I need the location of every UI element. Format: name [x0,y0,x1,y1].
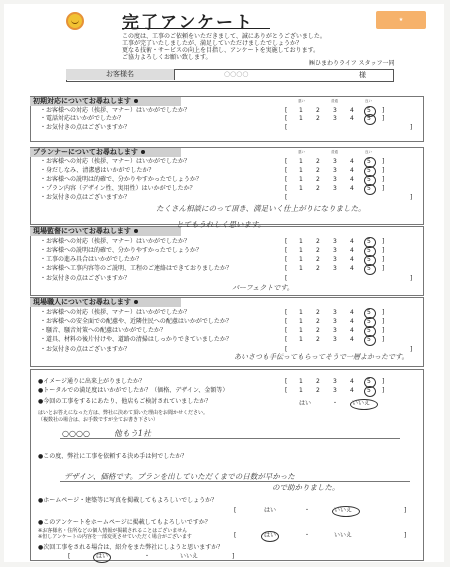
rating-option[interactable]: 4 [350,265,354,272]
separator: ・ [304,507,311,514]
rating-option[interactable]: 4 [350,378,354,385]
rating-option[interactable]: 1 [299,185,303,192]
rating-option[interactable]: 1 [299,107,303,114]
rating-option[interactable]: 4 [350,167,354,174]
rating-option[interactable]: 4 [350,158,354,165]
rating-option[interactable]: 4 [350,247,354,254]
bracket: ] [382,185,385,192]
rating-option[interactable]: 1 [299,176,303,183]
rating-option[interactable]: 3 [333,318,337,325]
question: ・お気付きの点はございますか？ [40,124,131,131]
scale-label-average: 普通 [331,150,338,154]
bracket: ] [382,247,385,254]
bracket: [ [285,327,288,334]
rating-option[interactable]: 4 [350,387,354,394]
rating-option[interactable]: 5 [367,238,371,245]
section-title: 現場職人についてお尋ねします [30,298,181,307]
privacy-note: ※但しアンケートの内容を一部変更させていただく場合がございます [38,534,192,540]
bracket: [ [234,507,237,514]
question: ・お客様への対応（挨拶、マナー）はいかがでしたか？ [40,238,191,245]
rating-option[interactable]: 5 [367,387,371,394]
scale-label-good: 良い [365,150,372,154]
yes-option[interactable]: はい [299,400,312,407]
bracket: ] [382,309,385,316]
bracket: ] [382,336,385,343]
question: ・お客様への対応（挨拶、マナー）はいかがでしたか？ [40,309,191,316]
bracket: ] [410,275,413,282]
rating-option[interactable]: 3 [333,238,337,245]
bracket: ] [404,507,407,514]
rating-option[interactable]: 4 [350,115,354,122]
handwritten-answer: デザイン、価格です。プランを出していただくまでの日数が早かった [64,472,295,481]
rating-option[interactable]: 4 [350,176,354,183]
rating-option[interactable]: 4 [350,238,354,245]
separator: ・ [304,532,311,539]
rating-option[interactable]: 2 [316,265,320,272]
bracket: [ [285,309,288,316]
rating-option[interactable]: 2 [316,107,320,114]
customer-name-value: ○○○○ [224,70,249,78]
bracket: [ [285,167,288,174]
question: ・お気付きの点はございますか？ [40,346,131,353]
rating-option[interactable]: 5 [367,167,371,174]
bracket: [ [285,318,288,325]
selected-answer-circle [93,552,111,563]
question: ・お客様への対応（挨拶、マナー）はいかがでしたか？ [40,107,191,114]
answer-line [60,438,400,439]
bracket: ] [382,158,385,165]
rating-option[interactable]: 5 [367,185,371,192]
rating-option[interactable]: 1 [299,309,303,316]
bracket: [ [285,124,288,131]
selected-rating-circle [364,264,376,275]
bracket: ] [382,167,385,174]
rating-option[interactable]: 5 [367,318,371,325]
rating-option[interactable]: 1 [299,167,303,174]
bracket: ] [410,194,413,201]
sunflower-logo-icon [66,12,84,30]
selected-rating-circle [364,335,376,346]
rating-option[interactable]: 2 [316,378,320,385]
question: ・道具、材料の後片付けや、道路の清掃はしっかりできていましたか？ [40,336,232,343]
rating-option[interactable]: 2 [316,309,320,316]
question: ・工事の進み具合はいかがでしたか？ [40,256,143,263]
question: ●トータルでの満足度はいかがでしたか？（価格、デザイン、金額等） [38,387,229,394]
bracket: ] [404,532,407,539]
rating-option[interactable]: 3 [333,158,337,165]
question: ・お客様への対応（挨拶、マナー）はいかがでしたか？ [40,158,191,165]
company-signature: ㈱ひまわりライフ スタッフ一同 [309,60,395,67]
rating-option[interactable]: 4 [350,185,354,192]
selected-answer-circle [350,399,378,410]
question: ・騒音、騒音対策への配慮はいかがでしたか？ [40,327,167,334]
customer-name-label: お客様名 [66,69,175,80]
no-option[interactable]: いいえ [334,532,353,539]
question: ●イメージ通りに出来上がりましたか？ [38,378,146,385]
rating-option[interactable]: 3 [333,309,337,316]
handwritten-comment: たくさん相談にのって頂き、満足いく仕上がりになりました。 [156,204,366,213]
rating-option[interactable]: 4 [350,256,354,263]
intro-line-1: この度は、工事のご依頼をいただきまして、誠にありがとうございました。 [122,33,326,40]
rating-option[interactable]: 2 [316,185,320,192]
bracket: [ [285,194,288,201]
intro-line-2: 工事が完了いたしましたが、満足していただけましたでしょうか？ [122,40,303,47]
rating-option[interactable]: 5 [367,309,371,316]
bracket: [ [285,238,288,245]
bracket: ] [382,238,385,245]
rating-option[interactable]: 3 [333,107,337,114]
rating-option[interactable]: 3 [333,185,337,192]
rating-option[interactable]: 3 [333,336,337,343]
bracket: ] [382,378,385,385]
question: ・お客様への説明は的確で、分かりやすかったでしょうか？ [40,176,202,183]
rating-option[interactable]: 2 [316,238,320,245]
bracket: ] [382,387,385,394]
rating-option[interactable]: 5 [367,115,371,122]
question: ・お客様への安全面での配慮や、近隣住民への配慮はいかがでしたか？ [40,318,232,325]
rating-option[interactable]: 3 [333,115,337,122]
rating-option[interactable]: 3 [333,256,337,263]
question: ・お気付きの点はございますか？ [40,194,131,201]
question: ●ホームページ・建築等に写真を掲載してもよろしいでしょうか？ [38,497,218,504]
question: ・電話対応はいかがでしたか？ [40,115,125,122]
bracket: [ [285,115,288,122]
yes-option[interactable]: はい [264,532,277,539]
rating-option[interactable]: 3 [333,167,337,174]
scale-label-bad: 悪い [298,99,305,103]
rating-option[interactable]: 1 [299,158,303,165]
question: ・身だしなみ、清潔感はいかがでしたか？ [40,167,155,174]
bracket: ] [410,346,413,353]
bracket: [ [68,553,71,560]
rating-option[interactable]: 1 [299,238,303,245]
no-option[interactable]: いいえ [334,507,353,514]
rating-option[interactable]: 5 [367,256,371,263]
rating-option[interactable]: 3 [333,247,337,254]
rating-option[interactable]: 1 [299,247,303,254]
sub-question: はいとお答えになった方は、弊社に決めて頂いた理由をお聞かせください。 [38,410,209,416]
question: ・プラン内容（デザイン性、実用性）はいかがでしたか？ [40,185,196,192]
rating-option[interactable]: 2 [316,167,320,174]
page-title: 完了アンケート [122,13,254,33]
rating-option[interactable]: 5 [367,247,371,254]
rating-option[interactable]: 1 [299,115,303,122]
bracket: ] [382,265,385,272]
sub-question-note: （複数社の場合は、お手数ですが全てお書き下さい） [38,417,159,423]
bracket: ] [382,318,385,325]
rating-option[interactable]: 1 [299,387,303,394]
rating-option[interactable]: 5 [367,107,371,114]
rating-option[interactable]: 1 [299,327,303,334]
section-title: 現場監督についてお尋ねします [30,227,181,236]
bracket: [ [285,185,288,192]
handwritten-answer: ○○○○ 他もう1社 [62,429,152,438]
bracket: [ [285,265,288,272]
rating-option[interactable]: 2 [316,158,320,165]
bracket: ] [382,115,385,122]
bracket: [ [285,387,288,394]
bracket: [ [285,256,288,263]
rating-option[interactable]: 4 [350,327,354,334]
separator: ・ [144,553,151,560]
selected-rating-circle [364,184,376,195]
rating-option[interactable]: 3 [333,176,337,183]
rating-option[interactable]: 1 [299,265,303,272]
rating-option[interactable]: 5 [367,378,371,385]
rating-option[interactable]: 5 [367,158,371,165]
rating-option[interactable]: 4 [350,336,354,343]
rating-option[interactable]: 5 [367,327,371,334]
scale-label-average: 普通 [331,99,338,103]
rating-option[interactable]: 4 [350,318,354,325]
bracket: [ [285,107,288,114]
scale-label-bad: 悪い [298,150,305,154]
rating-option[interactable]: 1 [299,318,303,325]
rating-option[interactable]: 2 [316,318,320,325]
bracket: ] [382,176,385,183]
title-underline [122,28,270,29]
bracket: [ [285,275,288,282]
bracket: ] [382,107,385,114]
rating-option[interactable]: 3 [333,378,337,385]
survey-page [4,4,444,562]
section-title: 初期対応についてお尋ねします [30,97,181,106]
rating-option[interactable]: 2 [316,327,320,334]
selected-answer-circle [261,531,279,542]
bracket: [ [285,378,288,385]
bracket: ] [410,124,413,131]
bracket: [ [285,247,288,254]
question: ●今回の工事をするにあたり、他店もご検討されていましたか？ [38,398,212,405]
rating-option[interactable]: 1 [299,336,303,343]
rating-option[interactable]: 2 [316,387,320,394]
intro-line-4: ご協力よろしくお願い致します。 [122,54,212,61]
rating-option[interactable]: 4 [350,309,354,316]
question: ・お気付きの点はございますか？ [40,275,131,282]
rating-option[interactable]: 2 [316,176,320,183]
bracket: [ [285,336,288,343]
selected-answer-circle [332,506,360,517]
rating-option[interactable]: 3 [333,387,337,394]
bracket: ] [382,256,385,263]
handwritten-answer: ので助かりました。 [272,483,340,492]
question: ・お客様への説明は的確で、分かりやすかったでしょうか？ [40,247,202,254]
no-option[interactable]: いいえ [180,553,199,560]
question: ●このアンケートをホームページに掲載してもよろしいですか？ [38,519,211,526]
customer-suffix: 様 [359,71,366,79]
rating-option[interactable]: 2 [316,256,320,263]
rating-option[interactable]: 3 [333,265,337,272]
bracket: ] [382,327,385,334]
question: ●この度、弊社に工事を依頼する決め手は何でしたか？ [38,453,188,460]
intro-line-3: 更なる技術・サービスの向上を目指し、アンケートを実施しております。 [122,47,320,54]
handwritten-comment: パーフェクトです。 [232,284,294,292]
rating-option[interactable]: 2 [316,336,320,343]
yes-option[interactable]: はい [264,507,277,514]
rating-option[interactable]: 1 [299,256,303,263]
selected-rating-circle [364,114,376,125]
rating-option[interactable]: 5 [367,176,371,183]
handwritten-comment: とてもうれしく思います。 [176,220,266,229]
company-logo: ★ [376,11,426,29]
rating-option[interactable]: 3 [333,327,337,334]
no-option[interactable]: いいえ [352,400,371,407]
rating-option[interactable]: 4 [350,107,354,114]
bracket: [ [285,158,288,165]
bracket: ] [232,553,235,560]
scale-label-good: 良い [365,99,372,103]
question: ・お客様へ工事内容等のご説明、工程のご連絡はできておりましたか？ [40,265,233,272]
rating-option[interactable]: 5 [367,336,371,343]
rating-option[interactable]: 5 [367,265,371,272]
rating-option[interactable]: 1 [299,378,303,385]
bracket: [ [285,346,288,353]
section-title: プランナーについてお尋ねします [30,148,181,157]
answer-line [60,481,410,482]
bracket: [ [234,532,237,539]
handwritten-comment: あいさつも手伝ってもらってそうで一層よかったです。 [234,353,409,361]
separator: ・ [332,400,339,407]
bracket: [ [285,176,288,183]
selected-rating-circle [364,386,376,397]
rating-option[interactable]: 2 [316,247,320,254]
question: ●次回工事をされる場合は、紹介をまた弊社にしようと思いますか？ [38,544,224,551]
rating-option[interactable]: 2 [316,115,320,122]
privacy-note: ※お客様名・住所などの個人情報が掲載されることはございません [38,528,188,534]
yes-option[interactable]: はい [96,553,109,560]
